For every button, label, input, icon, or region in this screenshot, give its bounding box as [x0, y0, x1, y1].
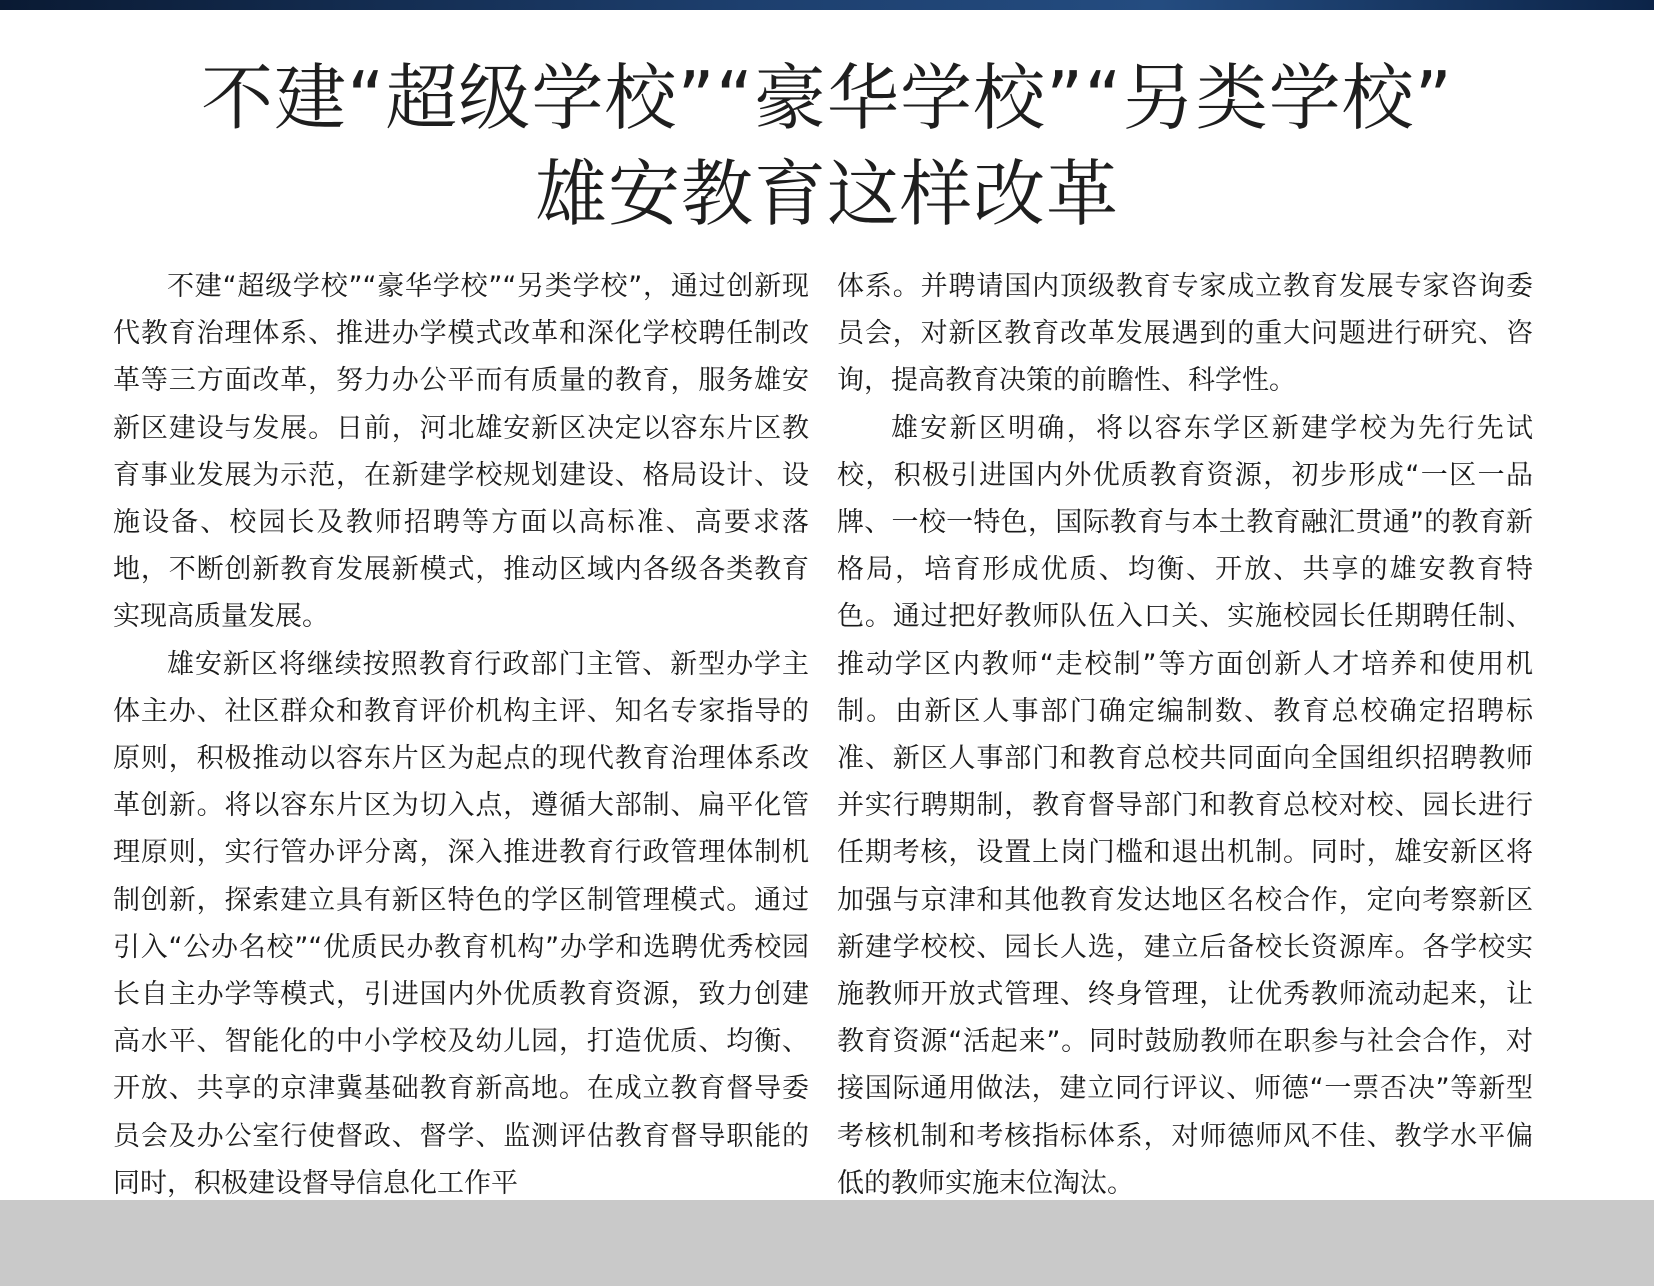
- article-body: [113, 263, 1533, 1198]
- paragraph-3: 雄安新区明确，将以容东学区新建学校为先行先试校，积极引进国内外优质教育资源，初步形成“一区一品牌、一校一特色，国际教育与本土教育融汇贯通”的教育新格局，培育形成优质、均衡、开放、共享的雄安教育特色。通过把好教师队伍入口关、实施校园长任期聘任制、推动学区内教师“走校制”等方面创新人才培养和使用机制。由新区人事部门确定编制数、教育总校确定招聘标准、新区人事部门和教育总校共同面向全国组织招聘教师并实行聘期制，教育督导部门和教育总校对校、园长进行任期考核，设置上岗门槛和退出机制。同时，雄安新区将加强与京津和其他教育发达地区名校合作，定向考察新区新建学校校、园长人选，建立后备校长资源库。各学校实施教师开放式管理、终身管理，让优秀教师流动起来，让教育资源“活起来”。同时鼓励教师在职参与社会合作，对接国际通用做法，建立同行评议、师德“一票否决”等新型考核机制和考核指标体系，对师德师风不佳、教学水平偏低的教师实施末位淘汰。: [837, 412, 1533, 1198]
- paragraph-2: 雄安新区将继续按照教育行政部门主管、新型办学主体主办、社区群众和教育评价机构主评、知名专家指导的原则，积极推动以容东片区为起点的现代教育治理体系改革创新。将以容东片区为切入点，遵循大部制、扁平化管理原则，实行管办评分离，深入推进教育行政管理体制机制创新，探索建立具有新区特色的学区制管理模式。通过引入“公办名校”“优质民办教育机构”办学和选聘优秀校园长自主办学等模式，引进国内外优质教育资源，致力创建高水平、智能化的中小学校及幼儿园，打造优质、均衡、开放、共享的京津冀基础教育新高地。在成立教育督导委员会及办公室行使督政、督学、监测评估教育督导职能的同时，积极建设督导信息化工作平: [113, 648, 809, 1198]
- paragraph-2-continued: 体系。并聘请国内顶级教育专家成立教育发展专家咨询委员会，对新区教育改革发展遇到的重大问题进行研究、咨询，提高教育决策的前瞻性、科学性。: [837, 271, 1533, 397]
- headline-line-1: 不建“超级学校”“豪华学校”“另类学校”: [201, 56, 1453, 140]
- headline: [0, 52, 1654, 244]
- headline-line-2: 雄安教育这样改革: [534, 152, 1119, 236]
- article-column-right: [837, 263, 1533, 1198]
- paragraph-1: 不建“超级学校”“豪华学校”“另类学校”，通过创新现代教育治理体系、推进办学模式改革和深化学校聘任制改革等三方面改革，努力办公平而有质量的教育，服务雄安新区建设与发展。日前，河北雄安新区决定以容东片区教育事业发展为示范，在新建学校规划建设、格局设计、设施设备、校园长及教师招聘等方面以高标准、高要求落地，不断创新教育发展新模式，推动区域内各级各类教育实现高质量发展。: [113, 271, 809, 633]
- bottom-gray-band: [0, 1200, 1654, 1286]
- top-header-bar: [0, 0, 1654, 10]
- article-column-left: [113, 263, 809, 1198]
